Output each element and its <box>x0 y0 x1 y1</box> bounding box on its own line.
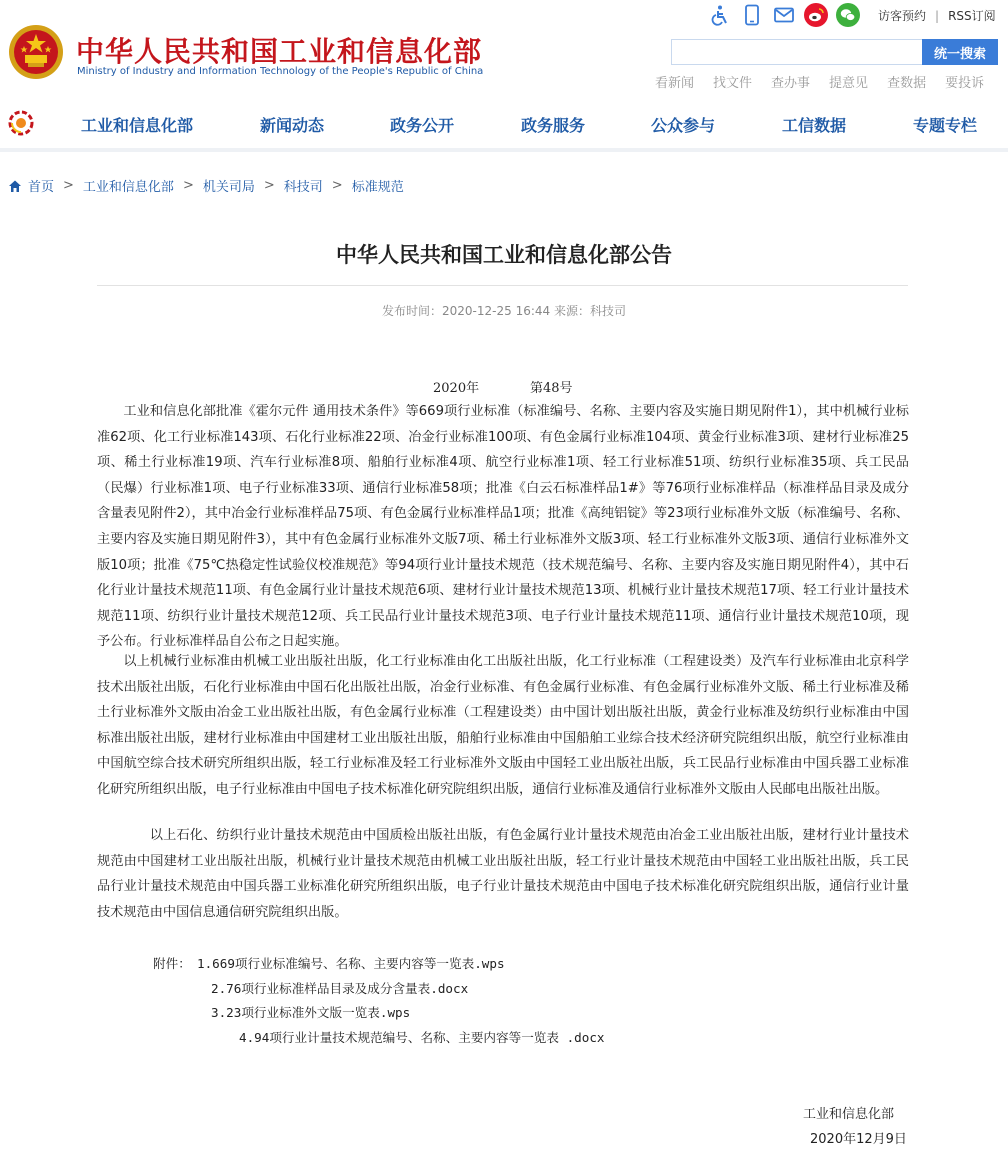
nav-item-topics[interactable]: 专题专栏 <box>913 116 978 135</box>
attachment-link[interactable]: 3.23项行业标准外文版一览表.wps <box>211 1005 411 1020</box>
breadcrumb-separator: > <box>182 178 194 193</box>
quick-link-news[interactable]: 看新闻 <box>655 76 695 91</box>
accessibility-icon[interactable] <box>708 3 732 27</box>
article-paragraph: 以上机械行业标准由机械工业出版社出版，化工行业标准由化工出版社出版，化工行业标准（工程建设类）及汽车行业标准由北京科学技术出版社出版，石化行业标准由中国石化出版社出版，冶金行业标准、有色金属行业标准、有色金属行业标准外文版、稀土行业标准及稀土行业标准外文版由冶金工业出版社出版，有色金属行业标准（工程建设类）由中国计划出版社出版，黄金行业标准及纺织行业标准由中国标准出版社出版，建材行业标准由中国建材工业出版社出版，船舶行业标准由中国船舶工业综合技术经济研究院组织出版，航空行业标准由中国航空综合技术研究所组织出版，轻工行业标准及轻工行业标准外文版由中国轻工业出版社出版，兵工民品行业标准由中国兵器工业标准化研究所组织出版，电子行业标准由中国电子技术标准化研究院组织出版，通信行业标准及通信行业标准外文版由人民邮电出版社出版。 <box>97 654 909 797</box>
doc-number: 第48号 <box>530 381 573 396</box>
title-divider <box>97 285 908 286</box>
nav-item-gov-services[interactable]: 政务服务 <box>521 116 586 135</box>
article-paragraph: 以上石化、纺织行业计量技术规范由中国质检出版社出版，有色金属行业计量技术规范由冶金工业出版社出版，建材行业计量技术规范由中国建材工业出版社出版，机械行业计量技术规范由机械工业出版社出版，轻工行业计量技术规范由中国轻工业出版社出版，兵工民品行业计量技术规范由中国兵器工业标准化研究所组织出版，电子行业计量技术规范由中国电子技术标准化研究院组织出版，通信行业计量技术规范由中国信息通信研究院组织出版。 <box>97 828 909 920</box>
breadcrumb-ministry[interactable]: 工业和信息化部 <box>82 180 174 195</box>
signature-org: 工业和信息化部 <box>803 1107 895 1122</box>
article-paragraph: 工业和信息化部批准《霍尔元件 通用技术条件》等669项行业标准（标准编号、名称、主要内容及实施日期见附件1），其中机械行业标准62项、化工行业标准143项、石化行业标准22项、冶金行业标准100项、有色金属行业标准104项、黄金行业标准3项、建材行业标准25项、稀土行业标准19项、汽车行业标准8项、船舶行业标准4项、航空行业标准1项、轻工行业标准51项、纺织行业标准35项、兵工民品（民爆）行业标准1项、电子行业标准33项、通信行业标准58项；批准《白云石标准样品1#》等76项行业标准样品（标准样品目录及成分含量表见附件2），其中冶金行业标准样品75项、有色金属行业标准样品1项；批准《高纯铝锭》等23项行业标准外文版（标准编号、名称、主要内容及实施日期见附件3），其中有色金属行业标准外文版7项、稀土行业标准外文版3项、轻工行业标准外文版3项、通信行业标准外文版10项；批准《75℃热稳定性试验仪校准规范》等94项行业计量技术规范（技术规范编号、名称、主要内容及实施日期见附件4），其中石化行业计量技术规范11项、有色金属行业计量技术规范6项、建材行业计量技术规范13项、机械行业计量技术规范17项、轻工行业计量技术规范11项、纺织行业计量技术规范12项、兵工民品行业计量技术规范3项、电子行业计量技术规范11项、通信行业计量技术规范10项，现予公布。行业标准样品自公布之日起实施。 <box>97 404 909 650</box>
article-title: 中华人民共和国工业和信息化部公告 <box>336 243 672 267</box>
quick-link-data[interactable]: 查数据 <box>887 76 927 91</box>
national-emblem-icon[interactable] <box>8 24 64 80</box>
breadcrumb-separator: > <box>331 178 343 193</box>
wechat-icon[interactable] <box>836 3 860 27</box>
signature-date: 2020年12月9日 <box>810 1132 907 1147</box>
main-nav <box>0 96 1008 152</box>
attachment-link[interactable]: 4.94项行业计量技术规范编号、名称、主要内容等一览表 .docx <box>239 1030 605 1045</box>
breadcrumb-home[interactable]: 首页 <box>28 180 55 195</box>
site-title-cn[interactable]: 中华人民共和国工业和信息化部 <box>76 35 483 68</box>
breadcrumb-separator: > <box>63 178 74 193</box>
nav-item-gov-affairs[interactable]: 政务公开 <box>390 116 455 135</box>
site-title-en: Ministry of Industry and Information Technology of the People's Republic of China <box>77 66 484 77</box>
quick-link-feedback[interactable]: 提意见 <box>829 76 869 91</box>
email-icon[interactable] <box>772 3 796 27</box>
breadcrumb-departments[interactable]: 机关司局 <box>202 180 255 195</box>
top-icon-bar <box>708 3 868 27</box>
article-meta: 发布时间：2020-12-25 16:44 来源：科技司 <box>382 304 626 318</box>
unified-search-button[interactable]: 统一搜索 <box>922 39 998 65</box>
attachment-link[interactable]: 2.76项行业标准样品目录及成分含量表.docx <box>211 981 469 996</box>
quick-link-documents[interactable]: 找文件 <box>713 76 753 91</box>
nav-item-data[interactable]: 工信数据 <box>782 116 847 135</box>
site-header <box>0 0 1008 96</box>
attachment-link[interactable]: 1.669项行业标准编号、名称、主要内容等一览表.wps <box>197 956 505 971</box>
mobile-icon[interactable] <box>740 3 764 27</box>
top-links-divider: | <box>935 9 940 23</box>
quick-links <box>655 72 984 91</box>
breadcrumb-science-dept[interactable]: 科技司 <box>283 180 323 195</box>
rss-link[interactable]: RSS订阅 <box>948 9 996 23</box>
breadcrumb-separator: > <box>263 178 275 193</box>
attachments-label: 附件： <box>153 956 191 971</box>
weibo-icon[interactable] <box>804 3 828 27</box>
quick-link-complaint[interactable]: 要投诉 <box>945 76 985 91</box>
quick-link-services[interactable]: 查办事 <box>771 76 811 91</box>
nav-item-news[interactable]: 新闻动态 <box>260 116 325 135</box>
breadcrumb-standards[interactable]: 标准规范 <box>351 180 404 195</box>
doc-year: 2020年 <box>433 381 480 396</box>
nav-item-public-participation[interactable]: 公众参与 <box>651 116 716 135</box>
breadcrumb <box>8 176 404 195</box>
visitor-appointment-link[interactable]: 访客预约 <box>878 9 927 23</box>
home-icon[interactable] <box>8 179 22 193</box>
top-links <box>878 7 996 24</box>
search-input[interactable] <box>671 39 923 65</box>
nav-item-ministry[interactable]: 工业和信息化部 <box>81 116 194 135</box>
nav-logo-icon[interactable] <box>8 110 34 136</box>
